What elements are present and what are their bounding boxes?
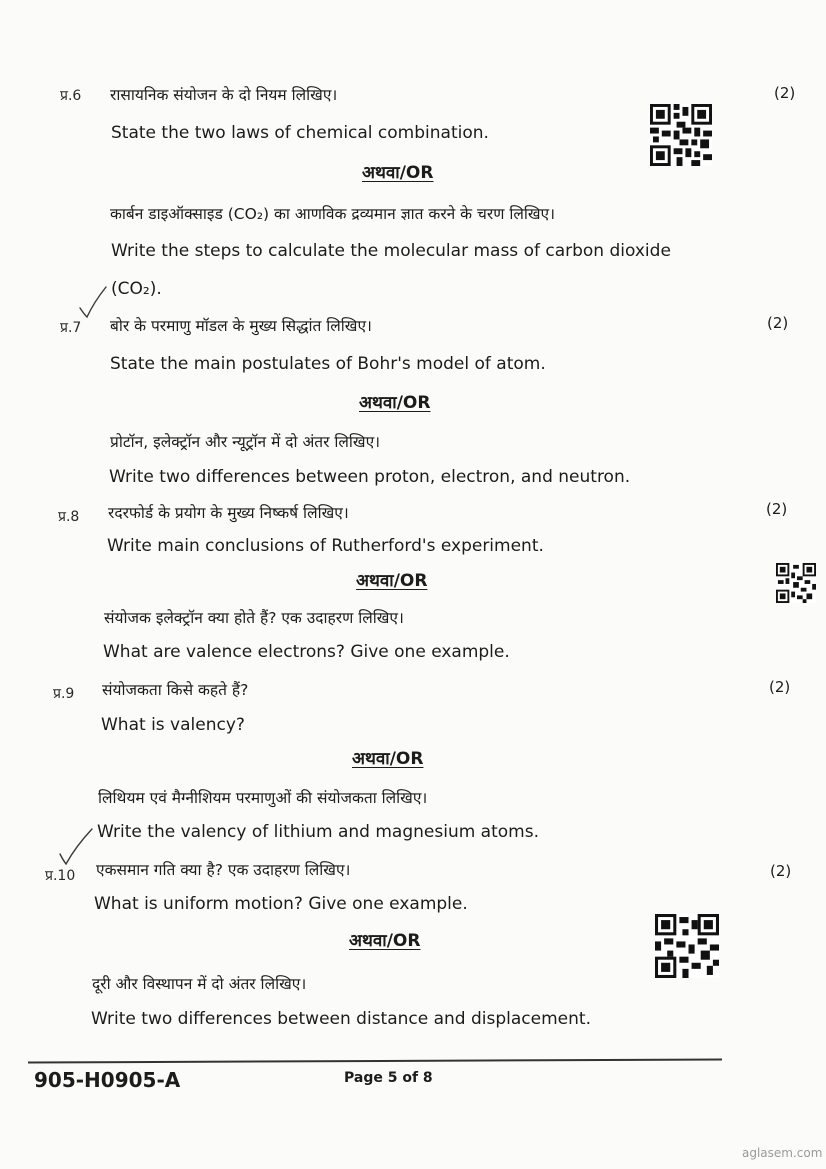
watermark-text: aglasem.com bbox=[742, 1146, 823, 1160]
page-number: Page 5 of 8 bbox=[344, 1070, 433, 1086]
question-6-marks: (2) bbox=[774, 84, 796, 102]
question-6-alt-english-2: (CO₂). bbox=[111, 279, 162, 299]
question-9-marks: (2) bbox=[769, 678, 791, 696]
question-8-alt-english: What are valence electrons? Give one example. bbox=[103, 642, 510, 662]
question-10-marks: (2) bbox=[770, 862, 792, 880]
question-7-hindi: बोर के परमाणु मॉडल के मुख्य सिद्धांत लिखिए। bbox=[110, 317, 372, 335]
question-6-or: अथवा/OR bbox=[362, 163, 434, 183]
question-9-alt-english: Write the valency of lithium and magnesium atoms. bbox=[97, 822, 539, 842]
question-9-hindi: संयोजकता किसे कहते हैं? bbox=[102, 681, 249, 699]
question-8-alt-hindi: संयोजक इलेक्ट्रॉन क्या होते हैं? एक उदाहरण लिखिए। bbox=[104, 609, 404, 627]
question-8-hindi: रदरफोर्ड के प्रयोग के मुख्य निष्कर्ष लिखिए। bbox=[108, 504, 349, 522]
qr-code-small-icon bbox=[776, 563, 816, 603]
question-10-number: प्र.10 bbox=[45, 868, 76, 884]
question-9-english: What is valency? bbox=[101, 715, 245, 735]
question-7-number: प्र.7 bbox=[60, 320, 82, 336]
question-7-alt-english: Write two differences between proton, electron, and neutron. bbox=[109, 467, 631, 487]
qr-code-bottom-icon bbox=[655, 914, 719, 978]
question-9-alt-hindi: लिथियम एवं मैग्नीशियम परमाणुओं की संयोजकता लिखिए। bbox=[98, 789, 428, 807]
checkmark-icon bbox=[78, 284, 108, 320]
question-8-or: अथवा/OR bbox=[356, 571, 428, 591]
question-8-number: प्र.8 bbox=[58, 509, 80, 525]
question-10-hindi: एकसमान गति क्या है? एक उदाहरण लिखिए। bbox=[96, 861, 351, 879]
question-7-marks: (2) bbox=[767, 314, 789, 332]
checkmark-icon-2 bbox=[58, 826, 94, 866]
question-6-alt-english-1: Write the steps to calculate the molecular mass of carbon dioxide bbox=[111, 241, 671, 261]
question-6-number: प्र.6 bbox=[60, 88, 82, 104]
question-8-english: Write main conclusions of Rutherford's experiment. bbox=[107, 536, 544, 556]
question-7-english: State the main postulates of Bohr's model of atom. bbox=[110, 354, 546, 374]
question-10-or: अथवा/OR bbox=[349, 931, 421, 951]
qr-code-icon bbox=[650, 104, 712, 166]
paper-code: 905-H0905-A bbox=[34, 1068, 181, 1092]
question-7-or: अथवा/OR bbox=[359, 393, 431, 413]
question-6-english: State the two laws of chemical combination. bbox=[111, 123, 489, 143]
question-6-hindi: रासायनिक संयोजन के दो नियम लिखिए। bbox=[110, 86, 338, 104]
question-10-english: What is uniform motion? Give one example. bbox=[94, 894, 468, 914]
footer-rule bbox=[28, 1058, 722, 1063]
question-10-alt-hindi: दूरी और विस्थापन में दो अंतर लिखिए। bbox=[92, 975, 307, 993]
question-9-or: अथवा/OR bbox=[352, 749, 424, 769]
question-10-alt-english: Write two differences between distance and displacement. bbox=[91, 1009, 591, 1029]
question-8-marks: (2) bbox=[766, 500, 788, 518]
question-9-number: प्र.9 bbox=[53, 686, 75, 702]
question-7-alt-hindi: प्रोटॉन, इलेक्ट्रॉन और न्यूट्रॉन में दो अंतर लिखिए। bbox=[110, 433, 381, 451]
question-6-alt-hindi: कार्बन डाइऑक्साइड (CO₂) का आणविक द्रव्यमान ज्ञात करने के चरण लिखिए। bbox=[110, 205, 555, 223]
